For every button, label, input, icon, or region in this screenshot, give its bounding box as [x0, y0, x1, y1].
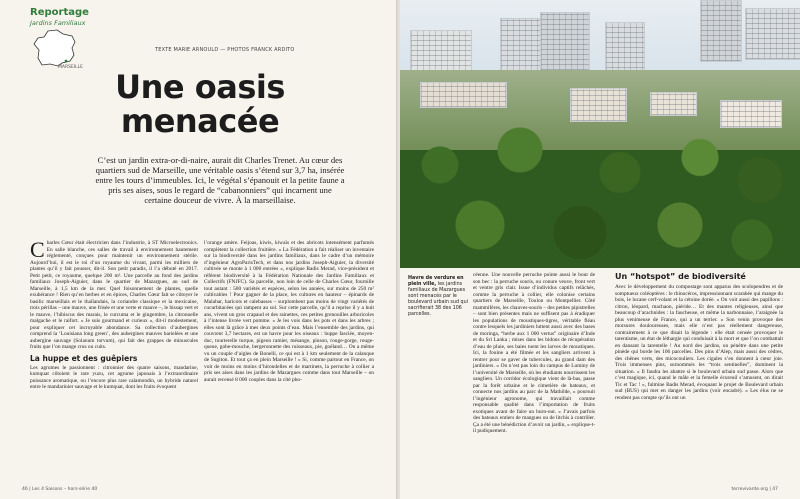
low-building: [650, 92, 697, 116]
body-text-4: Avec le développement du compostage sont apparus des scolopendres et de somptueux coléoptères : le rhinocéros, impressionnant scarabée qui mange du bois, le lucane cerf-volant et la cétoine dorée. « On voit aussi des papillons : citron, léopard, machaon, piéride… Et des mantes religieuses, ainsi que beaucoup d’arachnides : la faucheuse, et même la narbonnaise, l’araignée la plus venimeuse de France, qui a un terrier. » Son venin provoque des morsures douloureuses, mais elle n’est pas réellement dangereuse, contrairement à ce que disait la légende : elle était censée provoquer le tarentisme, un état de léthargie qui conduisait à la mort et que l’on combattait en dansant la tarentelle ! Au nord des jardins, on pénètre dans une petite pinède qui borde les 106 parcelles. Des pins d’Alep, mais aussi des cèdres, des chênes verts, des micocouliers. Les cigales s’en donnent à cœur joie. Trois immenses pins, surnommés les “trois sentinelles”, dominent la situation. « Il faudra les abattre si le boulevard urbain sud passe. Alors que c’est magique, ici, quand le mâle et la femelle écureuil s’amusent, on dirait Tic et Tac ! », fulmine Badis Merad, évoquant le projet de Boulevard urbain sud (BUS) qui met en danger les jardins (voir encadré). « Les élus ne se rendent pas compte qu’ils ont un: [615, 284, 783, 401]
left-page: [0, 0, 398, 499]
article-headline: [60, 70, 340, 138]
map-label: MARSEILLE: [58, 65, 83, 70]
low-building: [420, 82, 507, 108]
body-column-4: [615, 272, 783, 401]
headline-line2: menacée: [120, 102, 280, 140]
body-column-1: [30, 237, 198, 391]
subhead-huppe: La huppe et des guêpiers: [30, 353, 138, 363]
france-map-icon: [30, 28, 80, 68]
caption-title: Havre de verdure en plein ville,: [408, 276, 464, 287]
tower-building: [745, 8, 800, 60]
photo-tree-canopy: [400, 120, 800, 268]
folio-left: 46 | Les 4 Saisons – hors-série 40: [22, 487, 98, 492]
article-intro: C’est un jardin extra-or-di-naire, aurait dit Charles Trenet. Au cœur des quartiers sud de Marseille, une véritable oasis s’étend sur 3,7 ha, insérée entre les tours d’immeubles. Ici, le végétal s’épanouit et la petite faune a pris ses aises, sous le regard de “cabanonniers” qui incarnent une certaine douceur de vivre. À la marseillaise.: [95, 155, 345, 205]
body-text-2: Les agrumes le passionnent : citronnier des quatre saisons, mandarine, kumquat côtoient le rare yuzu, cet agrume japonais à l’extraordinaire puissance aromatique, ou l’encore plus rare calamondin, un hybride naturel entre le mandarinier sauvage et le kumquat, dont les fruits évoquent: [30, 364, 198, 390]
body-column-3: [408, 272, 595, 435]
caption-text: les jardins familiaux de Mazargues sont menacés par le boulevard urbain sud qui sacrifierait 38 des 106 parcelles.: [408, 282, 468, 317]
rubric-subtitle: Jardins Familiaux: [30, 19, 86, 27]
dropcap: C: [30, 237, 45, 262]
body-text-1: harles Cœur était électricien dans l’industrie, à ST Microelectronics. En salle blanche, ces salles de travail à environnement hautement réglementé, conçues pour maintenir un environnement stérile. Aujourd’hui, il est le roi d’un royaume du vivant, parmi les milliers de plantes qu’il y fait pousser, dit-il. Son petit paradis, il l’a débuté en 2017. Petit petit, ce royaume, quelque 200 m². Une parcelle au fond des jardins familiaux Joseph-Aiguier, dans le quartier de Mazargues, au sud de Marseille, à 1,5 km de la mer. Quel foisonnement de plantes, quelle exubérance ! Rien qu’en herbes et en épices, Charles Cœur fait se côtoyer le basilic marseillais et le thaïlandais, la coriandre classique et la mexicaine, trois périllas – une mauve, une frisée et une verte et mauve –, le bissap vert et le mauve, l’hibiscus des marais, le curcuma et le gingembre, la citronnelle malgache et le raifort. « Je suis gourmand et curieux », dit-il modestement, pour expliquer cet incroyable abondance. Sa collection d’aubergines comprend la ‘Louisiana long green’, des aubergines mauves barielées et une aubergine sauvage (Solanum torvum), qui fait des grappes de minuscules fruits que l’on mange crus ou cuits.: [30, 240, 198, 350]
body-column-2: l’orange amère. Feijoas, kiwis, kiwaïs et des abricots intensément parfumés complètent la collection fruitière. « La Fédération a fait réaliser un inventaire sur la biodiversité dans les jardins familiaux, dans le cadre d’un mémoire d’ingénieur AgroParisTech, et dans nos jardins Joseph-Aiguier, la diversité cultivée se monte à 1 000 entrées », explique Badis Merad, vice-président et référent biodiversité à la Fédération Nationale des Jardins Familiaux et Collectifs (FNJFC). Sa parcelle, non loin de celle de Charles Cœur, fournille tout autant : 500 variétés et espèces, selon les années, sur moins de 250 m² cultivables ! Pour gagner de la place, les cultures en hauteur – épinards de Malabar, haricots et calebasses – surplombent pas moins de vingt variétés de cucurbitacées qui rampent au sol. Sur cette parcelle, qu’il a reprise il y a huit ans, vivent un gros crapaud et des rainettes, ces petites grenouilles arboricoles à l’intense livrée vert pomme. « Je les vois dans les pots et dans les arbres ; elles sont là grâce à mes deux points d’eau. Mais l’ensemble des jardins, qui couvrent 3,7 hectares, est un havre pour les oiseaux : huppe fasciée, moyen-duc, tourterelle turque, pigeon ramier, mésange, pinson, rouge-gorge, rouge-queue, gobe-mouche, bergeronnette des ruisseaux, pie, goéland… On a même vu un couple d’aigles de Bonelli, ce qui est à 1 km seulement de la calanque de Sugiton. Et tout ça en plein Marseille ! » Si, comme partout en France, on voit de moins en moins d’hirondelles et de martinets, la perruche à collier a pris ses aises dans les jardins de Mazargues comme dans tout Marseille – on aurait recensé 8 000 couples dans la cité pho-: [204, 240, 374, 383]
article-credits: TEXTE MARIE ARNOULD — PHOTOS FRANCK ARDITO: [155, 47, 295, 53]
body-text-3: céenne. Une nouvelle perruche pointe aussi le bout de son bec : la perruche souris, ou conure veuve, front vert et ventre gris clair. Issue d’individus captifs relâchés, comme la perruche à collier, elle colonise certains quartiers de Marseille, Toulon ou Montpellier. Côté mammifères, les chauves-souris – des petites pipistrelles – sont bien présentes mais ne suffisent pas à éradiquer les populations de moustiques-tigres, véritable fléau contre lesquels les jardiniers luttent aussi avec des bases de moringa, “herbe aux 1 000 vertus” originaire d’Inde et du Sri Lanka ; mises dans les bidons de récupération d’eau de pluie, ses baies tuent les larves de moustiques. Ici, la fouine a été filmée et les sangliers arrivent à rentrer pour se gaver de tubercules, au grand dam des jardiniers. « On n’est pas loin du campus de Luminy de l’université de Marseille, où les étudiants nourrissent les sangliers. Un corridor écologique vient de là-bas, passe par la forêt urbaine et le cimetière de bateaux, et connecte nos jardins au parc de la Mathilde, » poursuit l’ingénieur agronome, qui travaillait comme responsable qualité dans l’importation de fruits exotiques avant de faire un burn-out. « J’avais parfois des bateaux entiers de mangues ou de litchis à contrôler. Ça a été une bénédiction d’avoir un jardin, » explique-t-il pudiquement.: [473, 272, 596, 434]
headline-line1: Une oasis: [115, 68, 285, 106]
photo-gardens-and-towers: [400, 0, 800, 268]
subhead-hotspot: Un “hotspot” de biodiversité: [615, 272, 746, 281]
tower-building: [410, 30, 472, 72]
low-building: [570, 88, 627, 122]
rubric: [30, 7, 89, 27]
rubric-title: Reportage: [30, 7, 89, 18]
tower-building: [700, 0, 742, 62]
folio-right: terrevivante.org | 47: [731, 487, 778, 492]
